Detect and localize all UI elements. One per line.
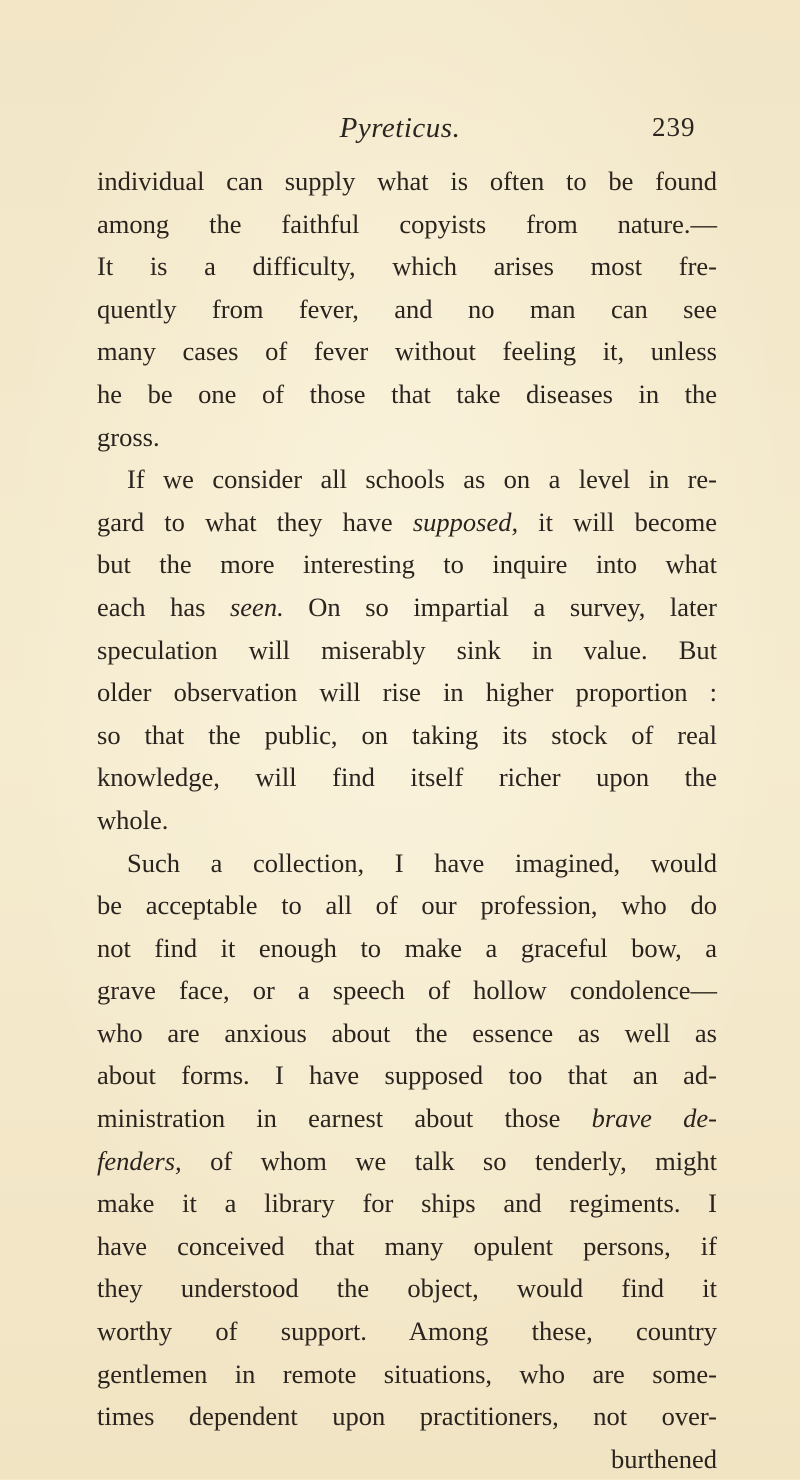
text-line: whole.: [97, 804, 169, 835]
text-line: It is a difficulty, which arises most fre-: [97, 251, 717, 282]
text-segment: each has: [97, 591, 206, 622]
text-line: [97, 586, 717, 629]
text-line: individual can supply what is often to be found: [97, 166, 717, 196]
running-head: [0, 112, 800, 152]
text-line: worthy of support. Among these, country: [97, 1316, 717, 1347]
text-line: he be one of those that take diseases in the: [97, 378, 717, 409]
text-line: gentlemen in remote situations, who are some-: [97, 1358, 717, 1389]
text-segment: ministration in earnest about those: [97, 1103, 561, 1134]
text-line: be acceptable to all of our profession, who do: [97, 890, 717, 921]
text-line: make it a library for ships and regiments. I: [97, 1188, 717, 1219]
text-line: Such a collection, I have imagined, would: [127, 847, 717, 878]
text-line: grave face, or a speech of hollow condolence—: [97, 975, 717, 1006]
body-text: [97, 160, 717, 1480]
text-line: knowledge, will find itself richer upon the: [97, 762, 717, 793]
text-line: so that the public, on taking its stock of real: [97, 719, 717, 750]
text-line: older observation will rise in higher proportion :: [97, 677, 717, 708]
text-line: but the more interesting to inquire into what: [97, 549, 717, 580]
italic-text: brave de-: [591, 1103, 717, 1134]
text-line: If we consider all schools as on a level in re-: [127, 464, 717, 495]
italic-text: seen.: [229, 591, 284, 622]
text-line: who are anxious about the essence as well as: [97, 1017, 717, 1048]
catchword: burthened: [611, 1443, 717, 1474]
italic-text: fenders,: [97, 1145, 182, 1176]
text-segment: of whom we talk so tenderly, might: [210, 1145, 717, 1176]
text-line: [97, 1097, 717, 1140]
text-line: quently from fever, and no man can see: [97, 293, 717, 324]
text-segment: On so impartial a survey, later: [308, 591, 718, 622]
text-line: they understood the object, would find it: [97, 1273, 717, 1304]
text-line: many cases of fever without feeling it, unless: [97, 336, 717, 367]
text-line: [97, 501, 717, 544]
page-number: 239: [652, 112, 696, 142]
text-line: [97, 1140, 717, 1183]
text-line: speculation will miserably sink in value. But: [97, 634, 717, 665]
text-line: not find it enough to make a graceful bow, a: [97, 932, 717, 963]
text-line: among the faithful copyists from nature.—: [97, 208, 717, 239]
text-segment: it will become: [538, 506, 717, 537]
running-title: Pyreticus.: [339, 112, 461, 144]
text-line: gross.: [97, 421, 160, 452]
text-line: about forms. I have supposed too that an ad-: [97, 1060, 717, 1091]
text-line: times dependent upon practitioners, not over-: [97, 1401, 717, 1432]
text-segment: gard to what they have: [97, 506, 393, 537]
italic-text: supposed,: [412, 506, 519, 537]
text-line: have conceived that many opulent persons, if: [97, 1230, 717, 1261]
